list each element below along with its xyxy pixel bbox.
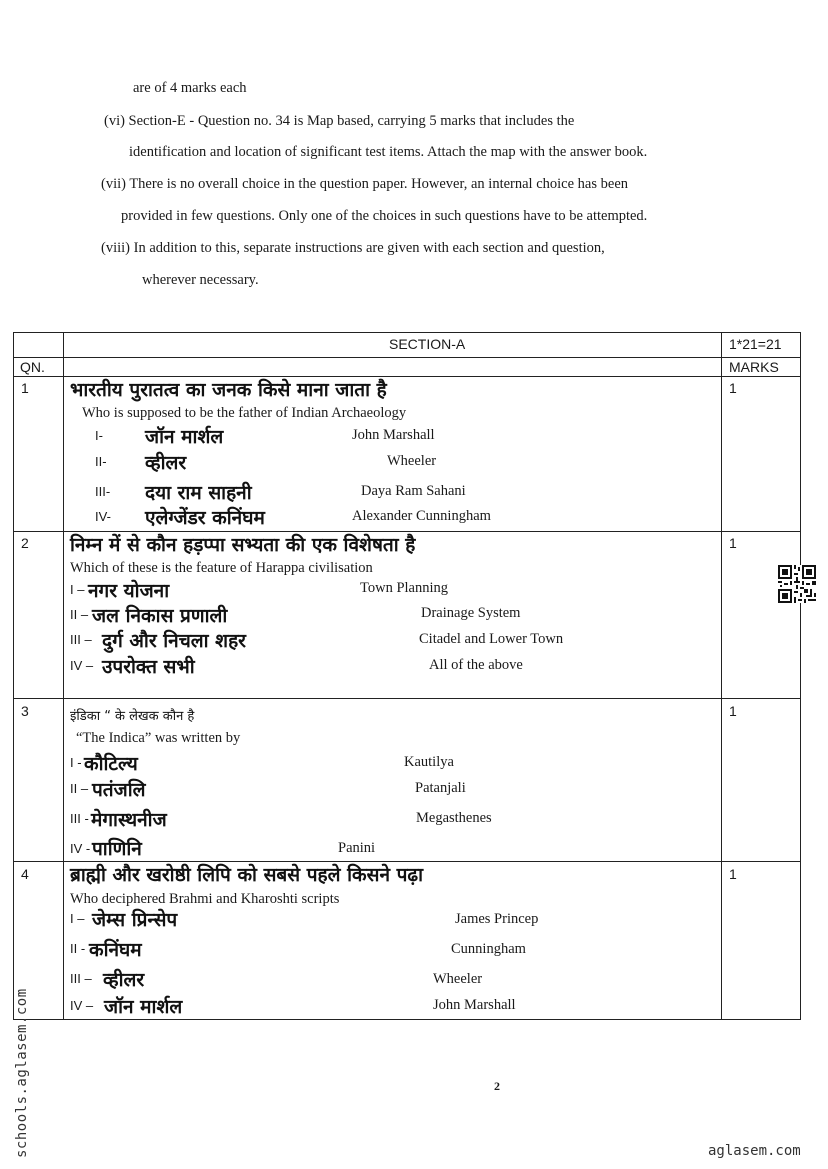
option-label: IV - bbox=[70, 841, 91, 856]
option-text-hindi: कौटिल्य bbox=[84, 753, 138, 775]
question-text-english: Which of these is the feature of Harappa civilisation bbox=[70, 560, 373, 576]
option-text-hindi: व्हीलर bbox=[145, 452, 187, 474]
option-text-hindi: कनिंघम bbox=[89, 939, 142, 961]
option-label: IV – bbox=[70, 658, 94, 673]
option-text-hindi: जॉन मार्शल bbox=[104, 996, 183, 1018]
table-col-divider bbox=[721, 332, 722, 1020]
option-text-english: Citadel and Lower Town bbox=[419, 631, 564, 647]
option-label: IV – bbox=[70, 998, 94, 1013]
option-text-hindi: उपरोक्त सभी bbox=[102, 656, 195, 678]
column-header-marks: MARKS bbox=[729, 359, 779, 375]
instruction-vii: (vii) There is no overall choice in the question paper. However, an internal choice has been bbox=[101, 176, 628, 192]
question-number: 1 bbox=[21, 380, 29, 396]
option-text-english: Daya Ram Sahani bbox=[361, 483, 466, 499]
instruction-viii: (viii) In addition to this, separate instructions are given with each section and question, bbox=[101, 240, 605, 256]
question-marks: 1 bbox=[729, 703, 737, 719]
table-rule bbox=[13, 357, 801, 358]
instruction-vi: (vi) Section-E - Question no. 34 is Map based, carrying 5 marks that includes the bbox=[104, 113, 575, 129]
option-text-hindi: जॉन मार्शल bbox=[145, 426, 224, 448]
option-text-english: Drainage System bbox=[421, 605, 521, 621]
question-number: 3 bbox=[21, 703, 29, 719]
option-text-english: Kautilya bbox=[404, 754, 454, 770]
table-rule bbox=[13, 698, 801, 699]
option-text-english: John Marshall bbox=[352, 427, 435, 443]
table-border-top bbox=[13, 332, 801, 333]
question-text-hindi: भारतीय पुरातत्व का जनक किसे माना जाता है bbox=[70, 379, 387, 401]
question-text-english: Who is supposed to be the father of Indian Archaeology bbox=[82, 405, 407, 421]
option-text-english: Wheeler bbox=[387, 453, 437, 469]
option-text-english: James Princep bbox=[455, 911, 539, 927]
option-text-hindi: जल निकास प्रणाली bbox=[92, 605, 228, 627]
question-text-hindi: निम्न में से कौन हड़प्पा सभ्यता की एक विशेषता है bbox=[70, 534, 416, 556]
question-marks: 1 bbox=[729, 380, 737, 396]
option-label: II- bbox=[95, 454, 107, 469]
question-text-english: “The Indica” was written by bbox=[76, 730, 241, 746]
instruction-viii-cont: wherever necessary. bbox=[142, 272, 259, 288]
question-number: 2 bbox=[21, 535, 29, 551]
option-text-english: Panini bbox=[338, 840, 376, 856]
option-text-hindi: मेगास्थनीज bbox=[91, 809, 167, 831]
option-label: I – bbox=[70, 911, 85, 926]
option-label: II – bbox=[70, 607, 89, 622]
question-text-hindi: इंडिका “ के लेखक कौन है bbox=[70, 709, 195, 724]
option-text-hindi: एलेग्जेंडर कनिंघम bbox=[145, 507, 265, 529]
instruction-vii-cont: provided in few questions. Only one of the choices in such questions have to be attempted. bbox=[121, 208, 648, 224]
question-marks: 1 bbox=[729, 866, 737, 882]
section-title: SECTION-A bbox=[389, 336, 466, 352]
option-text-hindi: व्हीलर bbox=[103, 969, 145, 991]
question-marks: 1 bbox=[729, 535, 737, 551]
option-text-hindi: दुर्ग और निचला शहर bbox=[102, 630, 246, 652]
option-label: III- bbox=[95, 484, 111, 499]
option-text-hindi: पाणिनि bbox=[92, 838, 142, 860]
column-header-qn: QN. bbox=[20, 359, 45, 375]
option-label: III – bbox=[70, 971, 92, 986]
question-text-english: Who deciphered Brahmi and Kharoshti scripts bbox=[70, 891, 340, 907]
option-text-english: All of the above bbox=[429, 657, 523, 673]
instruction-vi-cont: identification and location of significant test items. Attach the map with the answer book. bbox=[129, 144, 648, 160]
option-label: IV- bbox=[95, 509, 111, 524]
table-border-bottom bbox=[13, 1019, 801, 1020]
option-label: I – bbox=[70, 582, 85, 597]
question-number: 4 bbox=[21, 866, 29, 882]
option-label: II - bbox=[70, 941, 86, 956]
option-text-english: Patanjali bbox=[415, 780, 466, 796]
instruction-line-v-cont: are of 4 marks each bbox=[133, 80, 247, 96]
table-col-divider bbox=[63, 332, 64, 1020]
option-text-english: Megasthenes bbox=[416, 810, 492, 826]
option-text-english: Wheeler bbox=[433, 971, 483, 987]
table-border-right bbox=[800, 332, 801, 1020]
option-text-english: John Marshall bbox=[433, 997, 516, 1013]
option-text-english: Cunningham bbox=[451, 941, 526, 957]
option-label: III - bbox=[70, 811, 89, 826]
option-text-english: Town Planning bbox=[360, 580, 448, 596]
option-text-hindi: जेम्स प्रिन्सेप bbox=[92, 909, 178, 931]
table-border-left bbox=[13, 332, 14, 1020]
option-text-hindi: नगर योजना bbox=[88, 580, 170, 602]
option-label: I- bbox=[95, 428, 103, 443]
watermark-bottom: aglasem.com bbox=[708, 1143, 801, 1159]
option-text-english: Alexander Cunningham bbox=[352, 508, 491, 524]
option-text-hindi: पतंजलि bbox=[92, 779, 146, 801]
qr-code-icon bbox=[778, 565, 816, 603]
option-label: I - bbox=[70, 755, 82, 770]
option-label: II – bbox=[70, 781, 89, 796]
page-number: 2 bbox=[494, 1079, 500, 1093]
question-text-hindi: ब्राह्मी और खरोष्ठी लिपि को सबसे पहले किसने पढ़ा bbox=[70, 864, 424, 886]
section-marks: 1*21=21 bbox=[729, 336, 782, 352]
option-label: III – bbox=[70, 632, 92, 647]
option-text-hindi: दया राम साहनी bbox=[145, 482, 252, 504]
watermark-side: schools.aglasem.com bbox=[14, 988, 30, 1158]
